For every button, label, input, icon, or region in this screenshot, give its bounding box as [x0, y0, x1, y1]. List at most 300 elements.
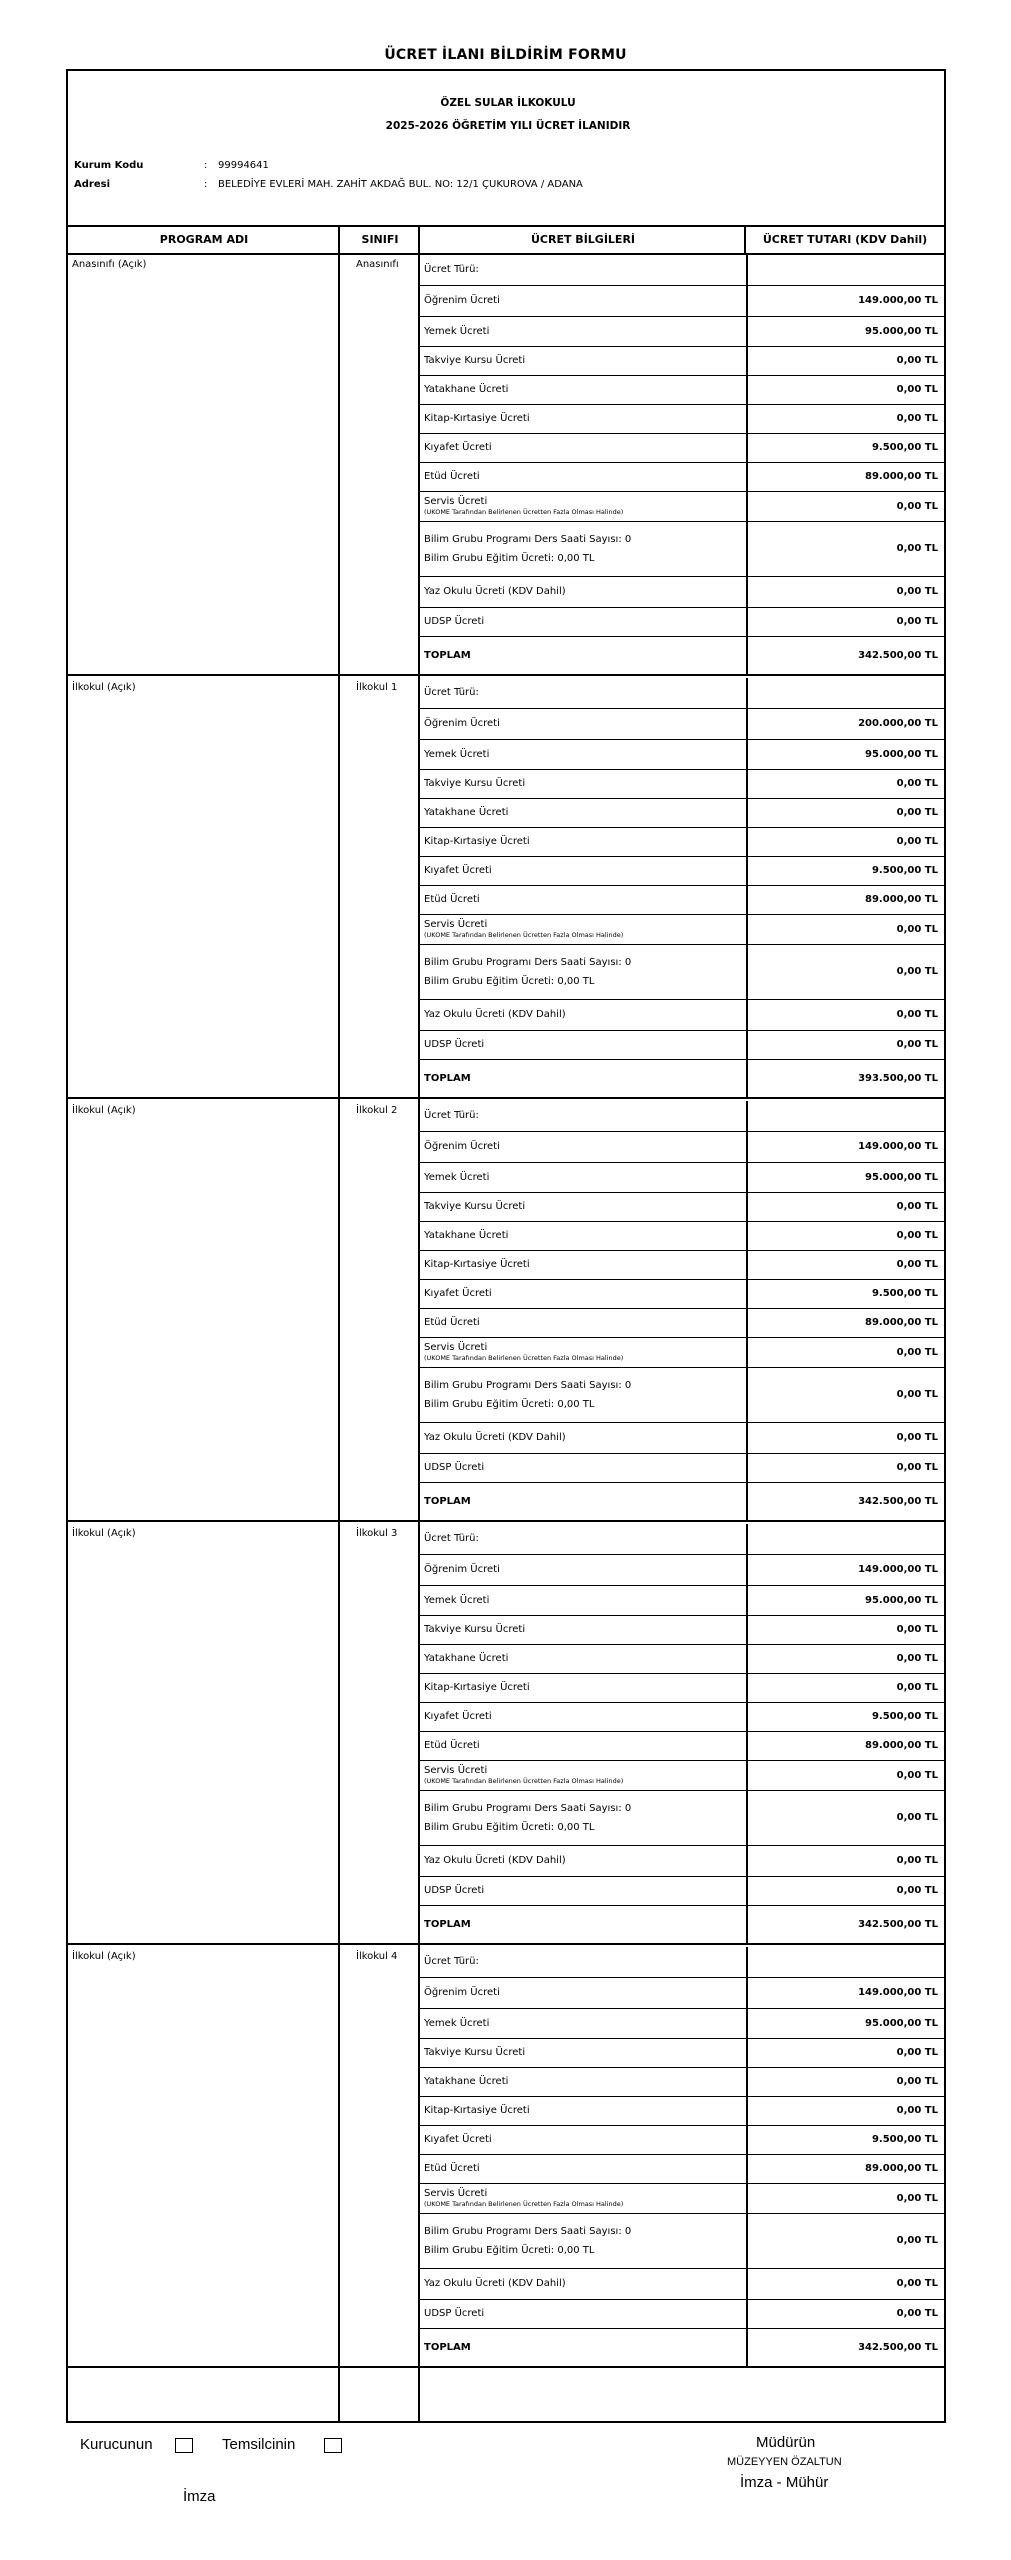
- fee-amount: 0,00 TL: [896, 2235, 938, 2246]
- fee-label: Yemek Ücreti: [424, 1172, 490, 1183]
- fee-label-main: Servis Ücreti: [424, 496, 488, 507]
- fee-row: [420, 1703, 944, 1732]
- column-divider: [746, 1978, 748, 2008]
- column-divider: [746, 1524, 748, 1554]
- adres-label: Adresi: [74, 179, 110, 190]
- fee-row: [420, 522, 944, 577]
- column-divider: [746, 709, 748, 739]
- fee-row: [420, 770, 944, 799]
- fee-label: Kitap-Kırtasiye Ücreti: [424, 2105, 530, 2116]
- imza-label: İmza: [183, 2488, 216, 2505]
- fee-amount: 0,00 TL: [896, 1462, 938, 1473]
- fee-amount: 0,00 TL: [896, 2047, 938, 2058]
- fee-label: Takviye Kursu Ücreti: [424, 355, 526, 366]
- fee-label: [424, 1342, 623, 1362]
- fee-row: [420, 2269, 944, 2300]
- fee-amount: 0,00 TL: [896, 778, 938, 789]
- column-divider: [746, 405, 748, 433]
- column-divider: [746, 1309, 748, 1337]
- fee-label: [424, 2222, 631, 2260]
- fee-amount: 342.500,00 TL: [858, 650, 938, 661]
- col-ucret-bilgileri: ÜCRET BİLGİLERİ: [530, 233, 636, 246]
- adres-value: BELEDİYE EVLERİ MAH. ZAHİT AKDAĞ BUL. NO: 12/1 ÇUKUROVA / ADANA: [218, 179, 583, 190]
- fee-row: [420, 1423, 944, 1454]
- fee-amount: 0,00 TL: [896, 355, 938, 366]
- adres-row: [74, 179, 583, 190]
- fee-row: [420, 347, 944, 376]
- fee-row: [420, 577, 944, 608]
- column-divider: [746, 1101, 748, 1131]
- fee-row: [420, 1586, 944, 1616]
- fee-row: [420, 2329, 944, 2368]
- fee-row: [420, 2155, 944, 2184]
- column-divider: [746, 1000, 748, 1030]
- year-line: 2025-2026 ÖĞRETİM YILI ÜCRET İLANIDIR: [385, 120, 631, 132]
- fee-amount: 0,00 TL: [896, 501, 938, 512]
- fee-row: [420, 405, 944, 434]
- column-divider: [746, 2214, 748, 2268]
- column-divider: [746, 678, 748, 708]
- fee-row: [420, 286, 944, 317]
- col-program-adi: PROGRAM ADI: [159, 233, 249, 246]
- fee-label: UDSP Ücreti: [424, 1039, 485, 1050]
- fee-label: Yaz Okulu Ücreti (KDV Dahil): [424, 2278, 566, 2289]
- fee-group: [68, 1947, 944, 2368]
- temsilcinin-checkbox[interactable]: [324, 2438, 342, 2453]
- fee-amount: 0,00 TL: [896, 2076, 938, 2087]
- kurucunun-checkbox[interactable]: [175, 2438, 193, 2453]
- fee-amount: 95.000,00 TL: [865, 2018, 938, 2029]
- fee-label: Öğrenim Ücreti: [424, 295, 500, 306]
- fee-amount: 0,00 TL: [896, 1812, 938, 1823]
- fee-label: Ücret Türü:: [424, 1533, 479, 1544]
- fee-row: [420, 2009, 944, 2039]
- fee-row: [420, 1555, 944, 1586]
- column-divider: [746, 255, 748, 285]
- program-name: Anasınıfı (Açık): [72, 259, 147, 270]
- fee-label-line: Bilim Grubu Eğitim Ücreti: 0,00 TL: [424, 553, 595, 564]
- fee-label-line: Bilim Grubu Eğitim Ücreti: 0,00 TL: [424, 1399, 595, 1410]
- column-divider: [746, 1031, 748, 1059]
- fee-row: [420, 828, 944, 857]
- fee-amount: 0,00 TL: [896, 2193, 938, 2204]
- fee-row: [420, 857, 944, 886]
- fee-label: Yatakhane Ücreti: [424, 2076, 509, 2087]
- fee-label: Takviye Kursu Ücreti: [424, 2047, 526, 2058]
- fee-row: [420, 1947, 944, 1978]
- fee-row: [420, 637, 944, 676]
- column-divider: [746, 577, 748, 607]
- fee-label: Kıyafet Ücreti: [424, 865, 492, 876]
- fee-label: Kitap-Kırtasiye Ücreti: [424, 413, 530, 424]
- fee-label: Etüd Ücreti: [424, 1740, 480, 1751]
- fee-label: Kitap-Kırtasiye Ücreti: [424, 1259, 530, 1270]
- class-name: Anasınıfı: [356, 259, 399, 270]
- fee-row: [420, 1132, 944, 1163]
- fee-label: Yatakhane Ücreti: [424, 807, 509, 818]
- fee-label: TOPLAM: [424, 650, 471, 661]
- fee-amount: 95.000,00 TL: [865, 749, 938, 760]
- fee-amount: 95.000,00 TL: [865, 326, 938, 337]
- column-divider: [746, 2184, 748, 2213]
- fee-label: Ücret Türü:: [424, 1956, 479, 1967]
- fee-group: [68, 1101, 944, 1522]
- column-divider: [746, 637, 748, 676]
- fee-row: [420, 799, 944, 828]
- column-divider: [746, 945, 748, 999]
- fee-label: Yatakhane Ücreti: [424, 1653, 509, 1664]
- fee-label-line: Bilim Grubu Programı Ders Saati Sayısı: 0: [424, 2226, 632, 2237]
- fee-amount: 9.500,00 TL: [871, 865, 938, 876]
- program-name: İlkokul (Açık): [72, 1951, 136, 1962]
- column-divider: [746, 317, 748, 346]
- fee-row: [420, 1280, 944, 1309]
- fee-amount: 393.500,00 TL: [858, 1073, 938, 1084]
- fee-label: Ücret Türü:: [424, 687, 479, 698]
- fee-amount: 0,00 TL: [896, 1201, 938, 1212]
- column-divider: [746, 1060, 748, 1099]
- fee-row: [420, 1060, 944, 1099]
- fee-amount: 0,00 TL: [896, 924, 938, 935]
- fee-label-main: Servis Ücreti: [424, 919, 488, 930]
- form-frame: [66, 69, 946, 2423]
- column-divider: [338, 225, 340, 2423]
- fee-amount: 0,00 TL: [896, 1039, 938, 1050]
- form-title: ÜCRET İLANI BİLDİRİM FORMU: [384, 47, 627, 63]
- fee-label-note: (UKOME Tarafından Belirlenen Ücretten Fazla Olması Halinde): [424, 2200, 624, 2208]
- fee-row: [420, 1338, 944, 1368]
- fee-amount: 89.000,00 TL: [865, 1317, 938, 1328]
- fee-amount: 0,00 TL: [896, 2278, 938, 2289]
- fee-label-line: Bilim Grubu Eğitim Ücreti: 0,00 TL: [424, 1822, 595, 1833]
- fee-label: [424, 530, 631, 568]
- column-divider: [746, 2300, 748, 2328]
- fee-row: [420, 2214, 944, 2269]
- fee-label: Yemek Ücreti: [424, 326, 490, 337]
- fee-amount: 149.000,00 TL: [858, 1141, 938, 1152]
- fee-amount: 200.000,00 TL: [858, 718, 938, 729]
- column-divider: [746, 376, 748, 404]
- fee-label-line: Bilim Grubu Programı Ders Saati Sayısı: 0: [424, 957, 632, 968]
- fee-label: Etüd Ücreti: [424, 894, 480, 905]
- column-divider: [746, 1338, 748, 1367]
- fee-amount: 0,00 TL: [896, 836, 938, 847]
- fee-label-line: Bilim Grubu Eğitim Ücreti: 0,00 TL: [424, 2245, 595, 2256]
- program-name: İlkokul (Açık): [72, 682, 136, 693]
- column-divider: [746, 1454, 748, 1482]
- fee-group: [68, 678, 944, 1099]
- imza-muhur-label: İmza - Mühür: [740, 2474, 829, 2491]
- fee-row: [420, 2300, 944, 2329]
- column-divider: [746, 1222, 748, 1250]
- column-divider: [746, 857, 748, 885]
- column-divider: [746, 828, 748, 856]
- column-divider: [746, 1674, 748, 1702]
- column-divider: [746, 1586, 748, 1615]
- fee-label-note: (UKOME Tarafından Belirlenen Ücretten Fazla Olması Halinde): [424, 508, 624, 516]
- col-sinifi: SINIFI: [361, 233, 399, 246]
- fee-label: Takviye Kursu Ücreti: [424, 1624, 526, 1635]
- fee-label-note: (UKOME Tarafından Belirlenen Ücretten Fazla Olması Halinde): [424, 1777, 624, 1785]
- column-divider: [746, 2009, 748, 2038]
- fee-label-line: Bilim Grubu Programı Ders Saati Sayısı: 0: [424, 1803, 632, 1814]
- kurucunun-label: Kurucunun: [80, 2436, 153, 2453]
- fee-row: [420, 1454, 944, 1483]
- fee-label: Yaz Okulu Ücreti (KDV Dahil): [424, 1855, 566, 1866]
- class-name: İlkokul 2: [356, 1105, 398, 1116]
- fee-row: [420, 434, 944, 463]
- column-divider: [746, 1555, 748, 1585]
- fee-amount: 89.000,00 TL: [865, 471, 938, 482]
- fee-label: UDSP Ücreti: [424, 1885, 485, 1896]
- fee-amount: 89.000,00 TL: [865, 894, 938, 905]
- fee-row: [420, 1846, 944, 1877]
- fee-label: Etüd Ücreti: [424, 471, 480, 482]
- separator: :: [204, 160, 208, 171]
- fee-row: [420, 1732, 944, 1761]
- column-divider: [746, 1616, 748, 1644]
- fee-row: [420, 1222, 944, 1251]
- kurum-kodu-value: 99994641: [218, 160, 269, 171]
- class-name: İlkokul 4: [356, 1951, 398, 1962]
- fee-amount: 342.500,00 TL: [858, 1496, 938, 1507]
- column-divider: [746, 799, 748, 827]
- column-divider: [746, 1732, 748, 1760]
- fee-row: [420, 709, 944, 740]
- col-ucret-tutari: ÜCRET TUTARI (KDV Dahil): [762, 233, 928, 246]
- kurum-kodu-label: Kurum Kodu: [74, 160, 144, 171]
- fee-row: [420, 255, 944, 286]
- fee-label: TOPLAM: [424, 1073, 471, 1084]
- fee-amount: 9.500,00 TL: [871, 1288, 938, 1299]
- fee-label-main: Servis Ücreti: [424, 1342, 488, 1353]
- fee-label: Yatakhane Ücreti: [424, 384, 509, 395]
- column-divider: [746, 1368, 748, 1422]
- fee-amount: 0,00 TL: [896, 413, 938, 424]
- fee-row: [420, 1761, 944, 1791]
- fee-label: Kitap-Kırtasiye Ücreti: [424, 836, 530, 847]
- fee-row: [420, 1978, 944, 2009]
- fee-amount: 0,00 TL: [896, 2105, 938, 2116]
- fee-label: Yemek Ücreti: [424, 749, 490, 760]
- kurum-kodu-row: [74, 160, 269, 171]
- column-divider: [418, 225, 420, 2423]
- column-divider: [746, 1193, 748, 1221]
- fee-amount: 0,00 TL: [896, 543, 938, 554]
- column-divider: [746, 2155, 748, 2183]
- column-divider: [746, 1761, 748, 1790]
- fee-label-main: Servis Ücreti: [424, 2188, 488, 2199]
- fee-label: UDSP Ücreti: [424, 1462, 485, 1473]
- fee-label: Takviye Kursu Ücreti: [424, 778, 526, 789]
- fee-row: [420, 2068, 944, 2097]
- fee-row: [420, 740, 944, 770]
- program-name: İlkokul (Açık): [72, 1105, 136, 1116]
- fee-row: [420, 945, 944, 1000]
- fee-label: Kıyafet Ücreti: [424, 1288, 492, 1299]
- fee-label: Öğrenim Ücreti: [424, 1987, 500, 1998]
- column-divider: [746, 1791, 748, 1845]
- fee-amount: 0,00 TL: [896, 1259, 938, 1270]
- fee-row: [420, 1791, 944, 1846]
- fee-label: Takviye Kursu Ücreti: [424, 1201, 526, 1212]
- fee-label: [424, 496, 623, 516]
- fee-label: [424, 1765, 623, 1785]
- fee-label: UDSP Ücreti: [424, 2308, 485, 2319]
- fee-row: [420, 1483, 944, 1522]
- fee-group: [68, 1524, 944, 1945]
- fee-label: Kıyafet Ücreti: [424, 1711, 492, 1722]
- column-divider: [746, 463, 748, 491]
- column-divider: [746, 1906, 748, 1945]
- fee-label: Yaz Okulu Ücreti (KDV Dahil): [424, 1432, 566, 1443]
- fee-row: [420, 608, 944, 637]
- fee-row: [420, 492, 944, 522]
- fee-amount: 95.000,00 TL: [865, 1172, 938, 1183]
- fee-amount: 9.500,00 TL: [871, 2134, 938, 2145]
- fee-row: [420, 1674, 944, 1703]
- column-divider: [746, 2097, 748, 2125]
- fee-amount: 0,00 TL: [896, 1347, 938, 1358]
- fee-row: [420, 1906, 944, 1945]
- column-divider: [746, 1423, 748, 1453]
- fee-row: [420, 2097, 944, 2126]
- fee-amount: 9.500,00 TL: [871, 1711, 938, 1722]
- column-divider: [746, 915, 748, 944]
- fee-label: [424, 1376, 631, 1414]
- fee-row: [420, 2039, 944, 2068]
- fee-label-line: Bilim Grubu Eğitim Ücreti: 0,00 TL: [424, 976, 595, 987]
- column-divider: [746, 1947, 748, 1977]
- column-divider: [746, 1251, 748, 1279]
- fee-amount: 0,00 TL: [896, 1009, 938, 1020]
- fee-label: Kıyafet Ücreti: [424, 2134, 492, 2145]
- fee-amount: 149.000,00 TL: [858, 1564, 938, 1575]
- fee-label: [424, 919, 623, 939]
- column-divider: [746, 740, 748, 769]
- fee-label: [424, 1799, 631, 1837]
- fee-amount: 0,00 TL: [896, 616, 938, 627]
- fee-amount: 0,00 TL: [896, 966, 938, 977]
- fee-label: [424, 2188, 623, 2208]
- fee-label: Ücret Türü:: [424, 1110, 479, 1121]
- fee-row: [420, 2184, 944, 2214]
- fee-row: [420, 678, 944, 709]
- fee-label: TOPLAM: [424, 2342, 471, 2353]
- fee-amount: 149.000,00 TL: [858, 295, 938, 306]
- column-divider: [746, 1703, 748, 1731]
- fee-label: Yaz Okulu Ücreti (KDV Dahil): [424, 1009, 566, 1020]
- column-divider: [746, 886, 748, 914]
- column-divider: [746, 347, 748, 375]
- fee-amount: 0,00 TL: [896, 1770, 938, 1781]
- column-divider: [746, 1483, 748, 1522]
- fee-amount: 149.000,00 TL: [858, 1987, 938, 1998]
- fee-amount: 0,00 TL: [896, 1389, 938, 1400]
- fee-label: [424, 953, 631, 991]
- column-divider: [744, 225, 746, 255]
- fee-row: [420, 1101, 944, 1132]
- fee-label-note: (UKOME Tarafından Belirlenen Ücretten Fazla Olması Halinde): [424, 1354, 624, 1362]
- column-divider: [746, 1877, 748, 1905]
- fee-label-note: (UKOME Tarafından Belirlenen Ücretten Fazla Olması Halinde): [424, 931, 624, 939]
- school-name: ÖZEL SULAR İLKOKULU: [440, 97, 576, 109]
- column-divider: [746, 2329, 748, 2368]
- fee-row: [420, 915, 944, 945]
- fee-amount: 0,00 TL: [896, 1432, 938, 1443]
- column-divider: [746, 1163, 748, 1192]
- fee-label: UDSP Ücreti: [424, 616, 485, 627]
- column-divider: [746, 492, 748, 521]
- column-divider: [746, 770, 748, 798]
- mudurun-label: Müdürün: [756, 2434, 816, 2451]
- column-divider: [746, 1846, 748, 1876]
- fee-amount: 342.500,00 TL: [858, 2342, 938, 2353]
- separator: :: [204, 179, 208, 190]
- temsilcinin-label: Temsilcinin: [222, 2436, 296, 2453]
- fee-label: Yaz Okulu Ücreti (KDV Dahil): [424, 586, 566, 597]
- fee-label-main: Servis Ücreti: [424, 1765, 488, 1776]
- fee-row: [420, 1877, 944, 1906]
- fee-row: [420, 1031, 944, 1060]
- fee-label: Etüd Ücreti: [424, 2163, 480, 2174]
- class-name: İlkokul 3: [356, 1528, 398, 1539]
- column-divider: [746, 522, 748, 576]
- fee-amount: 0,00 TL: [896, 807, 938, 818]
- column-divider: [746, 434, 748, 462]
- fee-row: [420, 1524, 944, 1555]
- fee-amount: 95.000,00 TL: [865, 1595, 938, 1606]
- fee-label: TOPLAM: [424, 1919, 471, 1930]
- fee-label: Öğrenim Ücreti: [424, 718, 500, 729]
- fee-amount: 9.500,00 TL: [871, 442, 938, 453]
- column-divider: [746, 1132, 748, 1162]
- fee-row: [420, 1163, 944, 1193]
- fee-label: Öğrenim Ücreti: [424, 1141, 500, 1152]
- fee-amount: 0,00 TL: [896, 1682, 938, 1693]
- fee-row: [420, 2126, 944, 2155]
- fee-amount: 0,00 TL: [896, 1855, 938, 1866]
- fee-label: Kitap-Kırtasiye Ücreti: [424, 1682, 530, 1693]
- column-divider: [746, 286, 748, 316]
- column-divider: [746, 2039, 748, 2067]
- column-divider: [746, 608, 748, 636]
- fee-label: Yatakhane Ücreti: [424, 1230, 509, 1241]
- fee-row: [420, 376, 944, 405]
- fee-label: TOPLAM: [424, 1496, 471, 1507]
- column-divider: [746, 2269, 748, 2299]
- fee-amount: 0,00 TL: [896, 1653, 938, 1664]
- fee-row: [420, 1616, 944, 1645]
- fee-row: [420, 1251, 944, 1280]
- fee-amount: 0,00 TL: [896, 384, 938, 395]
- fee-label-line: Bilim Grubu Programı Ders Saati Sayısı: 0: [424, 1380, 632, 1391]
- fee-amount: 0,00 TL: [896, 1885, 938, 1896]
- fee-label: Yemek Ücreti: [424, 2018, 490, 2029]
- column-divider: [746, 2068, 748, 2096]
- fee-amount: 0,00 TL: [896, 1624, 938, 1635]
- fee-amount: 0,00 TL: [896, 2308, 938, 2319]
- fee-label: Yemek Ücreti: [424, 1595, 490, 1606]
- fee-amount: 89.000,00 TL: [865, 1740, 938, 1751]
- fee-amount: 0,00 TL: [896, 586, 938, 597]
- fee-label: Etüd Ücreti: [424, 1317, 480, 1328]
- fee-row: [420, 1193, 944, 1222]
- fee-row: [420, 1645, 944, 1674]
- fee-row: [420, 317, 944, 347]
- fee-label-line: Bilim Grubu Programı Ders Saati Sayısı: 0: [424, 534, 632, 545]
- fee-row: [420, 463, 944, 492]
